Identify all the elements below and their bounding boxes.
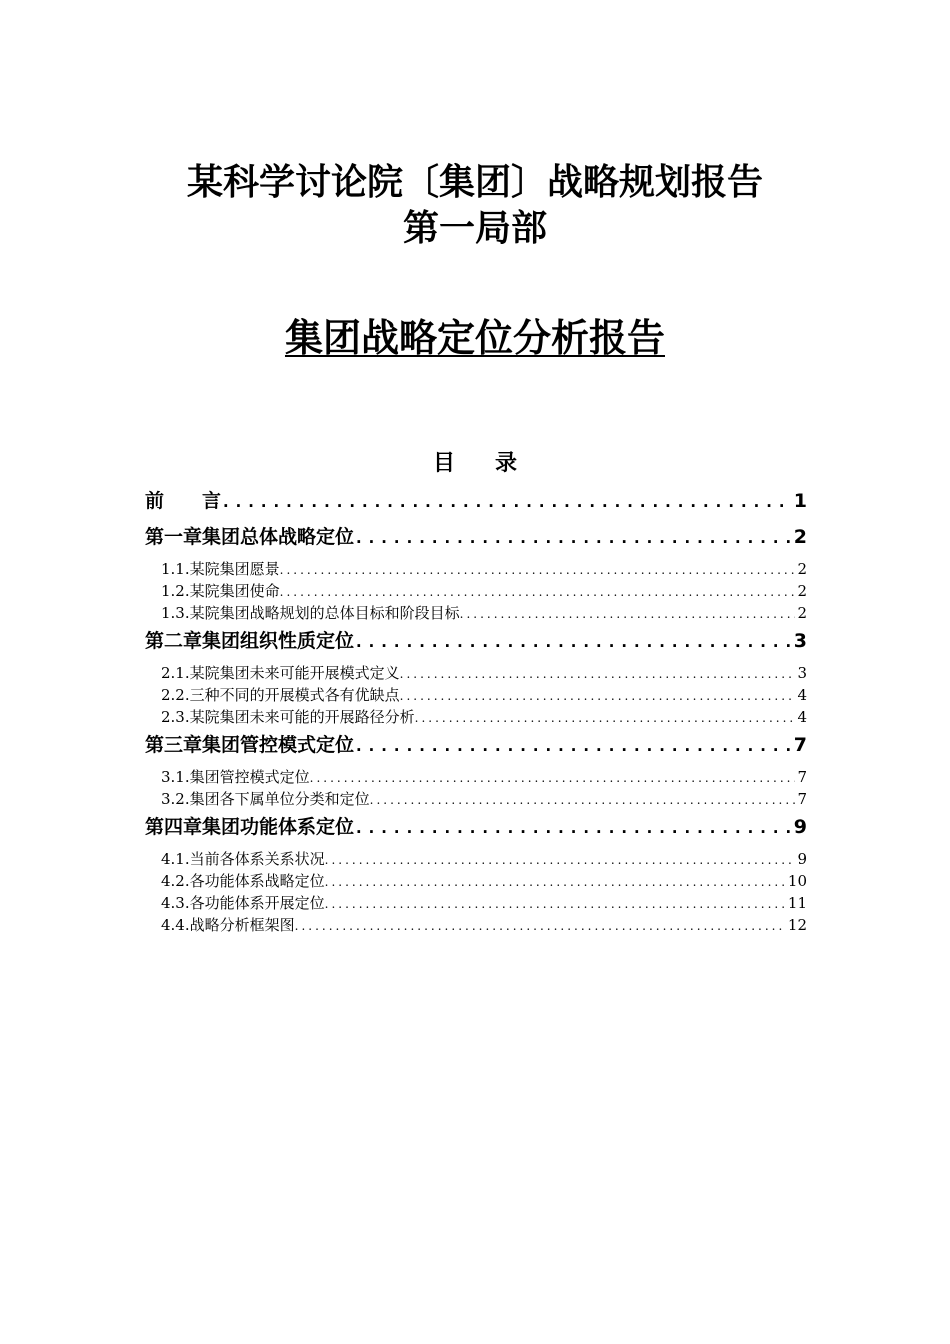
toc-leader xyxy=(354,630,792,652)
toc-section-title: 三种不同的开展模式各有优缺点 xyxy=(189,686,400,704)
toc-section[interactable] xyxy=(145,892,807,914)
toc-page-number: 7 xyxy=(797,768,807,786)
toc-leader xyxy=(325,850,796,868)
toc-page-number: 9 xyxy=(793,816,807,838)
toc-section[interactable] xyxy=(145,766,807,788)
toc-page-number: 12 xyxy=(787,916,807,934)
toc-section-number: 2.1. xyxy=(161,664,190,682)
toc-section-number: 1.1. xyxy=(161,560,190,578)
toc-section-title: 某院集团使命 xyxy=(189,582,280,600)
toc-page-number: 3 xyxy=(793,630,807,652)
toc-leader xyxy=(400,664,796,682)
toc-section[interactable] xyxy=(145,870,807,892)
toc-section[interactable] xyxy=(145,580,807,602)
toc-section-number: 3.2. xyxy=(161,790,190,808)
toc-page-number: 2 xyxy=(797,560,807,578)
toc-chapter-title: 集团功能体系定位 xyxy=(202,816,355,838)
toc-chapter[interactable] xyxy=(145,730,807,760)
toc-leader xyxy=(460,604,796,622)
toc-preface-label: 前 言 xyxy=(145,490,222,512)
toc-section-number: 4.3. xyxy=(161,894,190,912)
part-title: 第一局部 xyxy=(402,208,547,249)
toc-leader xyxy=(295,916,786,934)
toc-leader xyxy=(354,734,792,756)
toc-section-title: 各功能体系开展定位 xyxy=(189,894,325,912)
toc-section-title: 某院集团未来可能开展模式定义 xyxy=(189,664,400,682)
title-block xyxy=(0,160,950,252)
toc-section-number: 4.4. xyxy=(161,916,190,934)
toc-chapter-title: 集团总体战略定位 xyxy=(202,526,355,548)
toc-chapter-number: 第三章 xyxy=(145,734,203,756)
toc-section[interactable] xyxy=(145,662,807,684)
toc-leader xyxy=(280,582,796,600)
toc-leader xyxy=(370,790,796,808)
toc-chapter-title: 集团组织性质定位 xyxy=(202,630,355,652)
toc-leader xyxy=(280,560,796,578)
toc-section-title: 战略分析框架图 xyxy=(189,916,295,934)
toc-chapter-number: 第一章 xyxy=(145,526,203,548)
toc-section-title: 当前各体系关系状况 xyxy=(189,850,325,868)
toc-section-number: 1.3. xyxy=(161,604,190,622)
toc-page-number: 2 xyxy=(797,582,807,600)
toc-leader xyxy=(415,708,796,726)
toc-section-number: 4.1. xyxy=(161,850,190,868)
toc-chapter[interactable] xyxy=(145,812,807,842)
toc-section-title: 某院集团愿景 xyxy=(189,560,280,578)
toc-section-number: 4.2. xyxy=(161,872,190,890)
toc-page-number: 2 xyxy=(793,526,807,548)
toc-chapter-title: 集团管控模式定位 xyxy=(202,734,355,756)
toc-section[interactable] xyxy=(145,684,807,706)
toc-page-number: 7 xyxy=(793,734,807,756)
toc-page-number: 11 xyxy=(787,894,807,912)
toc-section-number: 3.1. xyxy=(161,768,190,786)
toc-section[interactable] xyxy=(145,706,807,728)
toc-section-title: 某院集团战略规划的总体目标和阶段目标 xyxy=(189,604,460,622)
toc-chapter-number: 第四章 xyxy=(145,816,203,838)
toc-leader xyxy=(354,816,792,838)
toc-chapter-number: 第二章 xyxy=(145,630,203,652)
toc-leader xyxy=(325,872,786,890)
toc-leader xyxy=(354,526,792,548)
toc-section-number: 1.2. xyxy=(161,582,190,600)
toc-section-title: 集团各下属单位分类和定位 xyxy=(189,790,370,808)
toc-leader xyxy=(310,768,796,786)
toc-section[interactable] xyxy=(145,602,807,624)
toc-page-number: 3 xyxy=(797,664,807,682)
toc-section[interactable] xyxy=(145,788,807,810)
toc-section[interactable] xyxy=(145,848,807,870)
toc-page-number: 9 xyxy=(797,850,807,868)
toc-section-title: 某院集团未来可能的开展路径分析 xyxy=(189,708,415,726)
toc-page-number: 4 xyxy=(797,686,807,704)
toc-section-number: 2.3. xyxy=(161,708,190,726)
toc-section[interactable] xyxy=(145,558,807,580)
main-title: 某科学讨论院〔集团〕战略规划报告 xyxy=(186,162,763,203)
toc-chapter[interactable] xyxy=(145,626,807,656)
toc-page-number: 4 xyxy=(797,708,807,726)
toc-heading: 目录 xyxy=(432,451,557,476)
toc-page-number: 10 xyxy=(787,872,807,890)
toc-page-number: 2 xyxy=(797,604,807,622)
toc-leader xyxy=(400,686,796,704)
toc-section-number: 2.2. xyxy=(161,686,190,704)
toc-section-title: 各功能体系战略定位 xyxy=(189,872,325,890)
toc-section-title: 集团管控模式定位 xyxy=(189,768,310,786)
table-of-contents xyxy=(145,484,807,936)
report-title-text: 集团战略定位分析报告 xyxy=(284,316,665,360)
toc-leader xyxy=(221,490,792,512)
toc-page-number: 1 xyxy=(793,490,807,512)
toc-leader xyxy=(325,894,786,912)
toc-section[interactable] xyxy=(145,914,807,936)
toc-chapter[interactable] xyxy=(145,522,807,552)
toc-page-number: 7 xyxy=(797,790,807,808)
toc-preface[interactable] xyxy=(145,486,807,516)
report-title xyxy=(0,312,950,364)
